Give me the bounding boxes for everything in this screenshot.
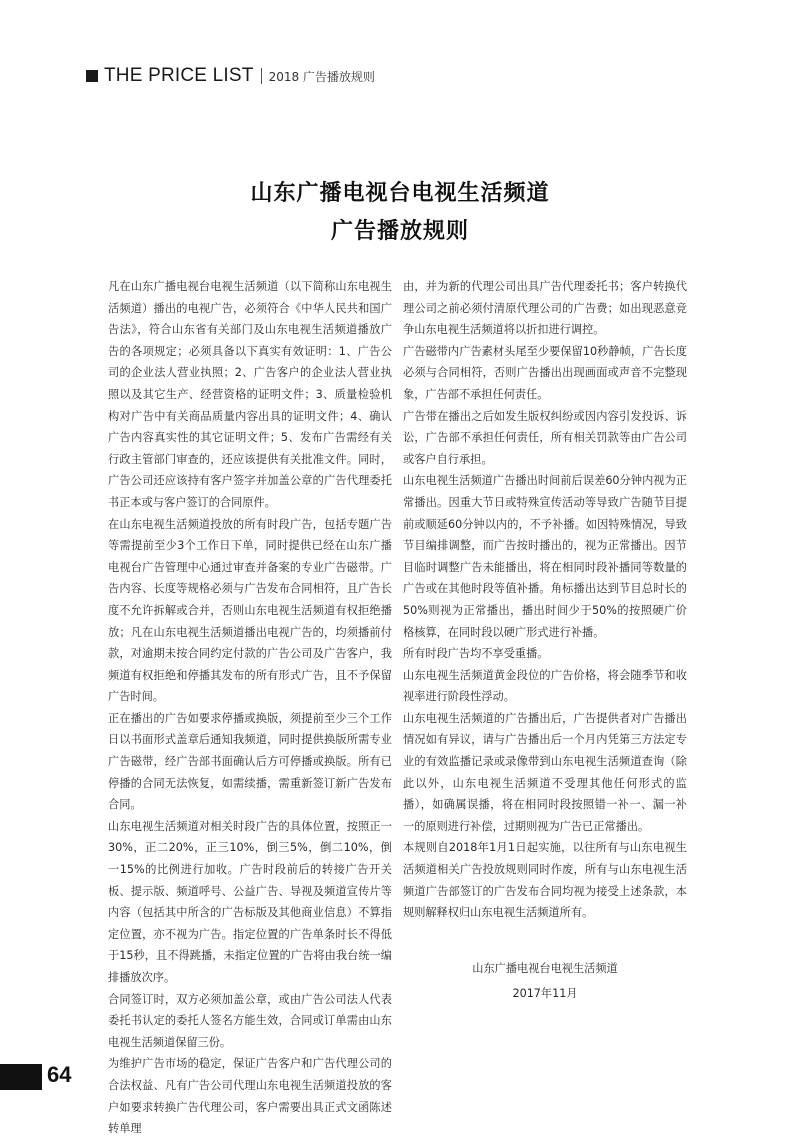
running-header [86, 64, 375, 88]
right-paragraph-6: 山东电视生活频道黄金段位的广告价格，将会随季节和收视率进行阶段性浮动。 [403, 668, 687, 704]
header-divider [261, 68, 262, 84]
left-paragraph-5: 合同签订时，双方必须加盖公章，或由广告公司法人代表委托书认定的委托人签名方能生效，合同或订单需由山东电视生活频道保留三份。 [108, 992, 392, 1049]
left-paragraph-1: 凡在山东广播电视台电视生活频道（以下简称山东电视生活频道）播出的电视广告，必须符合《中华人民共和国广告法》，符合山东省有关部门及山东电视生活频道播放广告的各项规定；必须具备以下真实有效证明：1、广告公司的企业法人营业执照；2、广告客户的企业法人营业执照以及其它生产、经营资格的证明文件；3、质量检验机构对广告中有关商品质量内容出具的证明文件；4、确认广告内容真实性的其它证明文件；5、发布广告需经有关行政主管部门审查的，还应该提供有关批准文件。同时，广告公司还应该持有客户签字并加盖公章的广告代理委托书正本或与客户签订的合同原件。 [108, 280, 392, 509]
page-number: 64 [47, 1062, 72, 1087]
right-paragraph-8: 本规则自2018年1月1日起实施，以往所有与山东电视生活频道相关广告投放规则同时作废，所有与山东电视生活频道广告部签订的广告发布合同均视为接受上述条款，本规则解释权归山东电视生活频道所有。 [403, 841, 687, 920]
left-paragraph-4: 山东电视生活频道对相关时段广告的具体位置，按照正一30%，正二20%，正三10%，倒三5%，倒二10%，倒一15%的比例进行加收。广告时段前后的转接广告开关板、提示版、频道呼号、公益广告、导视及频道宣传片等内容（包括其中所含的广告标版及其他商业信息）不算指定位置，亦不视为广告。指定位置的广告单条时长不得低于15秒，且不得跳播，未指定位置的广告将由我台统一编排播放次序。 [108, 819, 392, 984]
left-text-column [108, 276, 392, 1140]
right-paragraph-2: 广告磁带内广告素材头尾至少要保留10秒静帧，广告长度必须与合同相符，否则广告播出出现画面或声音不完整现象，广告部不承担任何责任。 [403, 344, 687, 401]
right-paragraph-1: 由，并为新的代理公司出具广告代理委托书；客户转换代理公司之前必须付清原代理公司的广告费；如出现恶意竞争山东电视生活频道将以折扣进行调控。 [403, 280, 687, 337]
document-title-line-1: 山东广播电视台电视生活频道 [250, 181, 550, 206]
right-paragraph-3: 广告带在播出之后如发生版权纠纷或因内容引发投诉、诉讼，广告部不承担任何责任，所有相关罚款等由广告公司或客户自行承担。 [403, 409, 687, 466]
header-square-mark [86, 70, 98, 82]
signature-organization: 山东广播电视台电视生活频道 [472, 962, 618, 975]
header-brand: THE PRICE LIST [104, 65, 254, 86]
left-paragraph-6: 为维护广告市场的稳定，保证广告客户和广告代理公司的合法权益、凡有广告公司代理山东电视生活频道投放的客户如要求转换广告代理公司，客户需要出具正式文函陈述转单理 [108, 1057, 392, 1136]
signature-date: 2017年11月 [512, 987, 578, 1000]
header-subtitle: 2018 广告播放规则 [268, 69, 375, 84]
right-paragraph-7: 山东电视生活频道的广告播出后，广告提供者对广告播出情况如有异议，请与广告播出后一个月内凭第三方法定专业的有效监播记录或录像带到山东电视生活频道查询（除此以外，山东电视生活频道不受理其他任何形式的监播），如确属误播，将在相同时段按照错一补一、漏一补一的原则进行补偿，过期则视为广告已正常播出。 [403, 711, 687, 833]
page-number-bar [0, 1064, 42, 1090]
right-text-column [403, 276, 687, 924]
right-paragraph-5: 所有时段广告均不享受重播。 [403, 647, 549, 661]
left-paragraph-3: 正在播出的广告如要求停播或换版，须提前至少三个工作日以书面形式盖章后通知我频道，同时提供换版所需专业广告磁带，经广告部书面确认后方可停播或换版。所有已停播的合同无法恢复，如需续播，需重新签订新广告发布合同。 [108, 711, 392, 812]
right-paragraph-4: 山东电视生活频道广告播出时间前后误差60分钟内视为正常播出。因重大节日或特殊宣传活动等导致广告随节目提前或顺延60分钟以内的，不予补播。如因特殊情况，导致节目编排调整，而广告按时播出的，视为正常播出。因节目临时调整广告未能播出，将在相同时段补播同等数量的广告或在其他时段等值补播。角标播出达到节目总时长的50%则视为正常播出，播出时间少于50%的按照硬广价格核算，在同时段以硬广形式进行补播。 [403, 474, 687, 639]
left-paragraph-2: 在山东电视生活频道投放的所有时段广告，包括专题广告等需提前至少3个工作日下单，同时提供已经在山东广播电视台广告管理中心通过审查并备案的专业广告磁带。广告内容、长度等规格必须与广告发布合同相符，且广告长度不允许拆解或合并，否则山东电视生活频道有权拒绝播放；凡在山东电视生活频道播出电视广告的，均须播前付款，对逾期未按合同约定付款的广告公司及广告客户，我频道有权拒绝和停播其发布的所有形式广告，且不予保留广告时间。 [108, 517, 392, 704]
document-title-line-2: 广告播放规则 [330, 219, 469, 244]
